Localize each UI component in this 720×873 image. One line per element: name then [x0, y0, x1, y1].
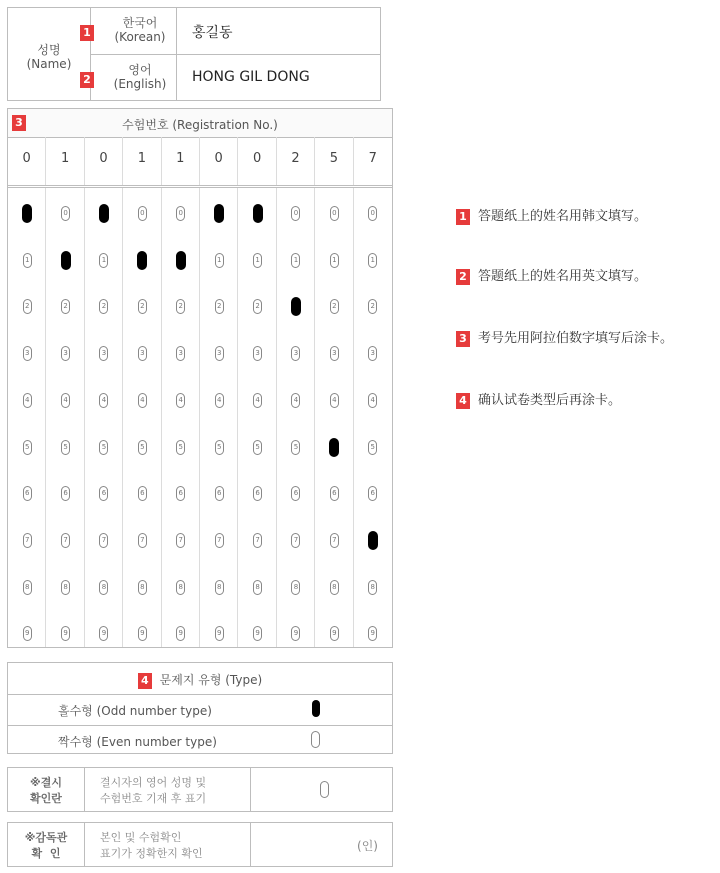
answer-bubble[interactable]: 7 [291, 533, 300, 548]
legend-item-4 [456, 389, 621, 409]
answer-bubble[interactable]: 6 [23, 486, 32, 501]
answer-bubble[interactable]: 5 [23, 440, 32, 455]
answer-bubble[interactable]: 7 [23, 533, 32, 548]
answer-bubble[interactable]: 4 [176, 393, 185, 408]
answer-bubble[interactable]: 8 [176, 580, 185, 595]
answer-bubble[interactable]: 8 [215, 580, 224, 595]
answer-bubble[interactable]: 2 [368, 299, 377, 314]
name-label-cell [8, 8, 91, 100]
english-name-value: HONG GIL DONG [192, 69, 310, 85]
answer-bubble[interactable]: 1 [330, 253, 339, 268]
legend-text-2: 答题纸上的姓名用英文填写。 [478, 269, 648, 284]
registration-digit: 2 [291, 151, 300, 166]
answer-bubble[interactable]: 0 [138, 206, 147, 221]
badge-4: 4 [138, 673, 152, 689]
absence-mark-cell[interactable] [250, 768, 392, 811]
answer-bubble[interactable]: 4 [99, 393, 108, 408]
digit-column [46, 137, 84, 185]
answer-bubble[interactable]: 8 [138, 580, 147, 595]
answer-bubble[interactable]: 5 [138, 440, 147, 455]
filled-bubble[interactable] [214, 204, 224, 223]
english-lang-cell [83, 55, 177, 101]
absence-check-section [7, 767, 393, 812]
answer-bubble[interactable]: 6 [138, 486, 147, 501]
answer-bubble[interactable]: 7 [253, 533, 262, 548]
type-header [8, 663, 392, 695]
answer-bubble[interactable]: 5 [253, 440, 262, 455]
answer-bubble[interactable]: 3 [291, 346, 300, 361]
answer-bubble[interactable]: 6 [330, 486, 339, 501]
answer-bubble[interactable]: 2 [23, 299, 32, 314]
answer-bubble[interactable]: 5 [61, 440, 70, 455]
english-lang-ko: 영어 [128, 63, 152, 77]
answer-bubble[interactable]: 6 [215, 486, 224, 501]
answer-bubble[interactable]: 4 [368, 393, 377, 408]
filled-bubble[interactable] [176, 251, 186, 270]
name-label-en: (Name) [26, 57, 72, 71]
answer-bubble[interactable]: 4 [215, 393, 224, 408]
bubble-column [8, 188, 46, 647]
answer-bubble[interactable]: 3 [61, 346, 70, 361]
answer-bubble[interactable]: 6 [99, 486, 108, 501]
supervisor-instruction-cell [84, 823, 251, 866]
legend-item-3 [456, 327, 673, 347]
even-type-bubble[interactable] [311, 731, 320, 748]
answer-bubble[interactable]: 0 [61, 206, 70, 221]
answer-bubble[interactable]: 9 [330, 626, 339, 641]
answer-bubble[interactable]: 5 [176, 440, 185, 455]
type-even-row[interactable] [8, 725, 392, 754]
legend-text-3: 考号先用阿拉伯数字填写后涂卡。 [478, 331, 674, 346]
answer-bubble[interactable]: 1 [253, 253, 262, 268]
registration-digit: 7 [368, 151, 377, 166]
registration-digit: 1 [137, 151, 147, 166]
supervisor-seal-cell[interactable] [250, 823, 392, 866]
odd-type-bubble[interactable] [312, 700, 320, 717]
answer-bubble[interactable]: 8 [253, 580, 262, 595]
filled-bubble[interactable] [22, 204, 32, 223]
supervisor-label-cell [8, 823, 85, 866]
odd-type-label: 홀수형 (Odd number type) [58, 704, 212, 718]
absence-instruction-2: 수험번호 기재 후 표기 [100, 792, 207, 805]
digit-column [123, 137, 161, 185]
registration-header [8, 109, 392, 138]
answer-bubble[interactable]: 3 [368, 346, 377, 361]
answer-bubble[interactable]: 5 [215, 440, 224, 455]
answer-bubble[interactable]: 1 [99, 253, 108, 268]
digit-column [200, 137, 238, 185]
answer-bubble[interactable]: 8 [23, 580, 32, 595]
type-odd-row[interactable] [8, 694, 392, 726]
registration-digit: 5 [329, 151, 339, 166]
answer-bubble[interactable]: 5 [291, 440, 300, 455]
answer-bubble[interactable]: 9 [215, 626, 224, 641]
answer-bubble[interactable]: 1 [291, 253, 300, 268]
answer-bubble[interactable]: 7 [138, 533, 147, 548]
answer-bubble[interactable]: 4 [291, 393, 300, 408]
answer-bubble[interactable]: 2 [330, 299, 339, 314]
answer-bubble[interactable]: 6 [291, 486, 300, 501]
digit-column [238, 137, 276, 185]
answer-bubble[interactable]: 7 [99, 533, 108, 548]
answer-bubble[interactable]: 4 [330, 393, 339, 408]
legend-text-4: 确认试卷类型后再涂卡。 [478, 393, 622, 408]
bubble-column [123, 188, 161, 647]
answer-bubble[interactable]: 8 [330, 580, 339, 595]
answer-bubble[interactable]: 9 [99, 626, 108, 641]
answer-bubble[interactable]: 6 [253, 486, 262, 501]
filled-bubble[interactable] [368, 531, 378, 550]
absence-label-2: 확인란 [30, 792, 62, 805]
filled-bubble[interactable] [61, 251, 71, 270]
bubble-column [354, 188, 392, 647]
digit-column [315, 137, 353, 185]
legend-badge-4: 4 [456, 393, 470, 409]
answer-bubble[interactable]: 8 [368, 580, 377, 595]
badge-1: 1 [80, 25, 94, 41]
answer-bubble[interactable]: 9 [368, 626, 377, 641]
filled-bubble[interactable] [329, 438, 339, 457]
bubble-grid [8, 188, 392, 647]
absence-label-cell [8, 768, 85, 811]
absence-bubble[interactable] [320, 781, 329, 798]
supervisor-seal: (인) [357, 839, 378, 853]
bubble-column [315, 188, 353, 647]
name-section [7, 7, 381, 101]
type-title: 문제지 유형 (Type) [159, 673, 263, 687]
legend-item-2 [456, 265, 647, 285]
registration-section [7, 108, 393, 648]
answer-bubble[interactable]: 8 [99, 580, 108, 595]
supervisor-instruction-1: 본인 및 수험확인 [100, 831, 182, 844]
filled-bubble[interactable] [291, 297, 301, 316]
registration-digit: 0 [252, 151, 262, 166]
absence-label-1: ※결시 [30, 776, 62, 789]
answer-bubble[interactable]: 4 [138, 393, 147, 408]
bubble-column [85, 188, 123, 647]
answer-bubble[interactable]: 8 [291, 580, 300, 595]
answer-bubble[interactable]: 9 [253, 626, 262, 641]
answer-bubble[interactable]: 9 [138, 626, 147, 641]
answer-bubble[interactable]: 3 [253, 346, 262, 361]
korean-name-value: 홍길동 [192, 25, 233, 41]
answer-bubble[interactable]: 3 [215, 346, 224, 361]
bubble-column [277, 188, 315, 647]
registration-digit: 0 [99, 151, 108, 166]
answer-bubble[interactable]: 8 [61, 580, 70, 595]
answer-bubble[interactable]: 4 [253, 393, 262, 408]
answer-bubble[interactable]: 0 [176, 206, 185, 221]
answer-bubble[interactable]: 1 [368, 253, 377, 268]
registration-digit: 1 [60, 151, 70, 166]
answer-bubble[interactable]: 1 [215, 253, 224, 268]
legend-badge-3: 3 [456, 331, 470, 347]
answer-bubble[interactable]: 2 [215, 299, 224, 314]
supervisor-label-2: 확 인 [31, 847, 61, 860]
digit-column [354, 137, 392, 185]
answer-bubble[interactable]: 3 [138, 346, 147, 361]
answer-bubble[interactable]: 9 [291, 626, 300, 641]
english-name-field[interactable] [176, 55, 380, 101]
bubble-column [200, 188, 238, 647]
digit-column [8, 137, 46, 185]
badge-2: 2 [80, 72, 94, 88]
bubble-column [46, 188, 84, 647]
answer-bubble[interactable]: 4 [61, 393, 70, 408]
absence-instruction-1: 결시자의 영어 성명 및 [100, 776, 207, 789]
answer-bubble[interactable]: 6 [61, 486, 70, 501]
korean-lang-ko: 한국어 [122, 16, 158, 30]
answer-bubble[interactable]: 6 [176, 486, 185, 501]
bubble-column [238, 188, 276, 647]
answer-bubble[interactable]: 5 [99, 440, 108, 455]
english-lang-en: (English) [113, 77, 167, 91]
registration-digit: 1 [176, 151, 185, 166]
digit-column [277, 137, 315, 185]
answer-bubble[interactable]: 1 [23, 253, 32, 268]
answer-bubble[interactable]: 7 [330, 533, 339, 548]
answer-bubble[interactable]: 2 [253, 299, 262, 314]
answer-bubble[interactable]: 2 [61, 299, 70, 314]
answer-bubble[interactable]: 0 [330, 206, 339, 221]
registration-digit: 0 [214, 151, 223, 166]
answer-bubble[interactable]: 7 [61, 533, 70, 548]
answer-bubble[interactable]: 7 [215, 533, 224, 548]
answer-bubble[interactable]: 0 [368, 206, 377, 221]
answer-bubble[interactable]: 9 [23, 626, 32, 641]
type-section [7, 662, 393, 754]
legend-item-1 [456, 205, 647, 225]
legend-badge-1: 1 [456, 209, 470, 225]
answer-bubble[interactable]: 3 [99, 346, 108, 361]
digit-column [85, 137, 123, 185]
answer-bubble[interactable]: 3 [23, 346, 32, 361]
legend-text-1: 答题纸上的姓名用韩文填写。 [478, 209, 648, 224]
korean-name-field[interactable] [176, 8, 380, 54]
answer-bubble[interactable]: 9 [176, 626, 185, 641]
supervisor-check-section [7, 822, 393, 867]
answer-bubble[interactable]: 2 [99, 299, 108, 314]
answer-bubble[interactable]: 9 [61, 626, 70, 641]
answer-bubble[interactable]: 3 [330, 346, 339, 361]
korean-lang-en: (Korean) [114, 30, 166, 44]
filled-bubble[interactable] [99, 204, 109, 223]
bubble-column [162, 188, 200, 647]
answer-bubble[interactable]: 5 [368, 440, 377, 455]
registration-digit: 0 [22, 151, 31, 166]
answer-bubble[interactable]: 4 [23, 393, 32, 408]
answer-bubble[interactable]: 2 [138, 299, 147, 314]
absence-instruction-cell [84, 768, 251, 811]
answer-bubble[interactable]: 3 [176, 346, 185, 361]
registration-digit-row [8, 137, 392, 188]
filled-bubble[interactable] [137, 251, 147, 270]
name-label-ko: 성명 [37, 43, 61, 57]
korean-lang-cell [83, 8, 177, 54]
legend-badge-2: 2 [456, 269, 470, 285]
badge-3: 3 [12, 115, 26, 131]
registration-title: 수험번호 (Registration No.) [122, 118, 278, 132]
supervisor-label-1: ※감독관 [24, 831, 68, 844]
supervisor-instruction-2: 표기가 정확한지 확인 [100, 847, 203, 860]
filled-bubble[interactable] [253, 204, 263, 223]
even-type-label: 짝수형 (Even number type) [58, 735, 217, 749]
digit-column [162, 137, 200, 185]
answer-bubble[interactable]: 2 [176, 299, 185, 314]
answer-bubble[interactable]: 6 [368, 486, 377, 501]
answer-bubble[interactable]: 7 [176, 533, 185, 548]
answer-bubble[interactable]: 0 [291, 206, 300, 221]
